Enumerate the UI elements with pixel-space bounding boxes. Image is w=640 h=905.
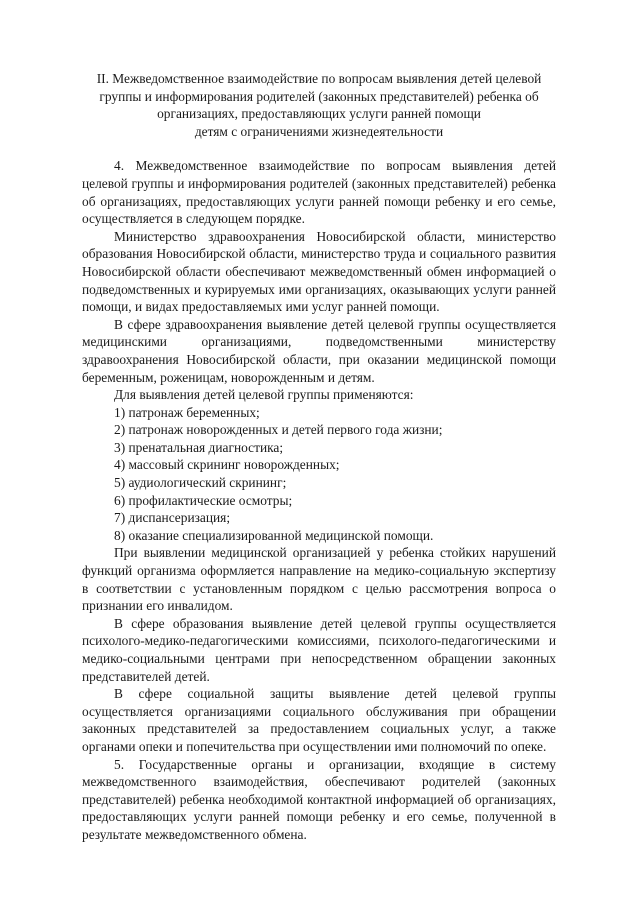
heading-line: детям с ограничениями жизнедеятельности <box>194 123 444 139</box>
paragraph: В сфере здравоохранения выявление детей целевой группы осуществляется медицинскими организациями, подведомственными министерству здравоохранения Новосибирской области, при оказании медицинской помощи беременным, роженицам, новорожденным и детям. <box>82 316 556 385</box>
list-item: 2) патронаж новорожденных и детей первого года жизни; <box>114 422 443 438</box>
methods-list <box>82 404 556 545</box>
paragraph: 4. Межведомственное взаимодействие по вопросам выявления детей целевой группы и информирования родителей (законных представителей) ребенка об организациях, предоставляющих услуги ранней помощи ребенку и его семье, осуществляется в следующем порядке. <box>82 158 556 227</box>
list-item: 7) диспансеризация; <box>114 510 231 526</box>
list-item: 1) патронаж беременных; <box>114 404 260 420</box>
paragraph: Министерство здравоохранения Новосибирской области, министерство образования Новосибирской области, министерство труда и социального развития Новосибирской области обеспечивают межведомственный обмен информацией о подведомственных и курируемых ими организациях, оказывающих услуги ранней помощи, и видах предоставляемых ими услуг ранней помощи. <box>82 228 556 315</box>
paragraph: Для выявления детей целевой группы применяются: <box>114 387 414 403</box>
list-item: 8) оказание специализированной медицинской помощи. <box>114 527 434 543</box>
paragraph: В сфере социальной защиты выявление детей целевой группы осуществляется организациями социального обслуживания при обращении законных представителей за предоставлением социальных услуг, а также органами опеки и попечительства при осуществлении ими полномочий по опеке. <box>82 686 556 754</box>
section-heading <box>82 70 556 140</box>
heading-line: II. Межведомственное взаимодействие по вопросам выявления детей целевой <box>96 71 542 86</box>
heading-line: организациях, предоставляющих услуги ранней помощи <box>157 106 481 122</box>
list-item: 6) профилактические осмотры; <box>114 492 293 508</box>
list-item: 3) пренатальная диагностика; <box>114 439 284 455</box>
paragraph: В сфере образования выявление детей целевой группы осуществляется психолого-медико-педагогическими комиссиями, психолого-педагогическими и медико-социальными центрами при непосредственном обращении законных представителей детей. <box>82 615 556 684</box>
heading-line: группы и информирования родителей (законных представителей) ребенка об <box>99 88 539 104</box>
paragraph: При выявлении медицинской организацией у ребенка стойких нарушений функций организма оформляется направление на медико-социальную экспертизу в соответствии с установленным порядком с целью рассмотрения вопроса о признании его инвалидом. <box>82 545 556 614</box>
document-page <box>82 70 556 844</box>
paragraph: 5. Государственные органы и организации, входящие в систему межведомственного взаимодействия, обеспечивают родителей (законных представителей) ребенка необходимой контактной информацией об организациях, предоставляющих услуги ранней помощи ребенку и его семье, полученной в результате межведомственного обмена. <box>82 756 556 842</box>
list-item: 4) массовый скрининг новорожденных; <box>114 457 340 473</box>
list-item: 5) аудиологический скрининг; <box>114 475 287 491</box>
